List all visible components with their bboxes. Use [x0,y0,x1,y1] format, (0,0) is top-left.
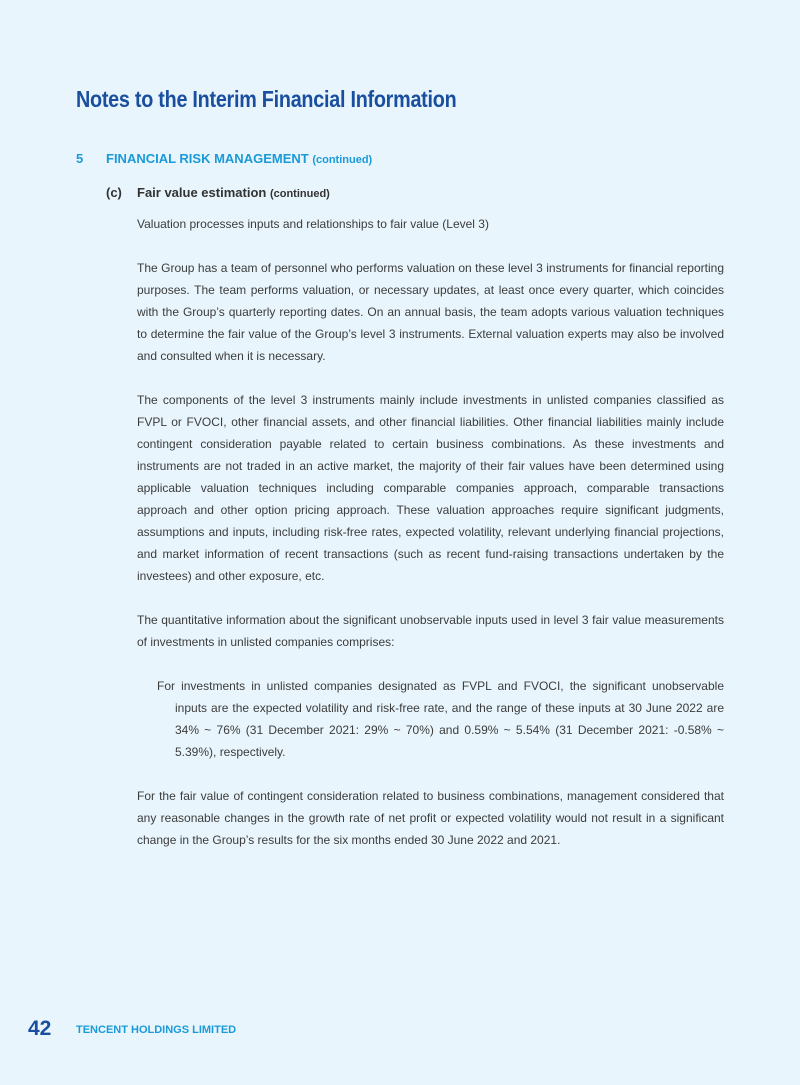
page-title: Notes to the Interim Financial Information [76,86,457,112]
section-title: FINANCIAL RISK MANAGEMENT [106,151,309,166]
paragraph-contingent-consideration: For the fair value of contingent consideration related to business combinations, management considered that any reasonable changes in the growth rate of net profit or expected volatility would not result in a significant change in the Group’s results for the six months ended 30 June 2022 and 2021. [137,789,724,847]
paragraph-valuation-team: The Group has a team of personnel who performs valuation on these level 3 instruments for financial reporting purposes. The team performs valuation, or necessary updates, at least once every quarter, which coincides with the Group’s quarterly reporting dates. On an annual basis, the team adopts various valuation techniques to determine the fair value of the Group’s level 3 instruments. External valuation experts may also be involved and consulted when it is necessary. [137,261,724,363]
paragraph-unobservable-inputs: For investments in unlisted companies designated as FVPL and FVOCI, the significant unobservable inputs are the expected volatility and risk-free rate, and the range of these inputs at 30 June 2022 are 34% ~ 76% (31 December 2021: 29% ~ 70%) and 0.59% ~ 5.54% (31 December 2021: -0.58% ~ 5.39%), respectively. [157,679,724,759]
body-content [137,213,724,851]
subsection-title: Fair value estimation [137,185,267,200]
section-continued: (continued) [312,154,373,166]
section-heading [76,151,372,166]
paragraph-quantitative-info: The quantitative information about the significant unobservable inputs used in level 3 fair value measurements of investments in unlisted companies comprises: [137,613,724,649]
page-footer [28,1017,236,1041]
section-number: 5 [76,151,84,166]
paragraph-intro: Valuation processes inputs and relationships to fair value (Level 3) [137,217,489,231]
company-name: TENCENT HOLDINGS LIMITED [76,1024,237,1036]
paragraph-level3-components: The components of the level 3 instruments mainly include investments in unlisted companies classified as FVPL or FVOCI, other financial assets, and other financial liabilities. Other financial liabilities mainly include contingent consideration payable related to certain business combinations. As these investments and instruments are not traded in an active market, the majority of their fair values have been determined using applicable valuation techniques including comparable companies approach, comparable transactions approach and other option pricing approach. These valuation approaches require significant judgments, assumptions and inputs, including risk-free rates, expected volatility, relevant underlying financial projections, and market information of recent transactions (such as recent fund-raising transactions undertaken by the investees) and other exposure, etc. [137,393,724,583]
subsection-letter: (c) [106,185,122,200]
subsection-heading [106,185,330,200]
page-number: 42 [28,1017,52,1040]
subsection-continued: (continued) [269,188,330,200]
